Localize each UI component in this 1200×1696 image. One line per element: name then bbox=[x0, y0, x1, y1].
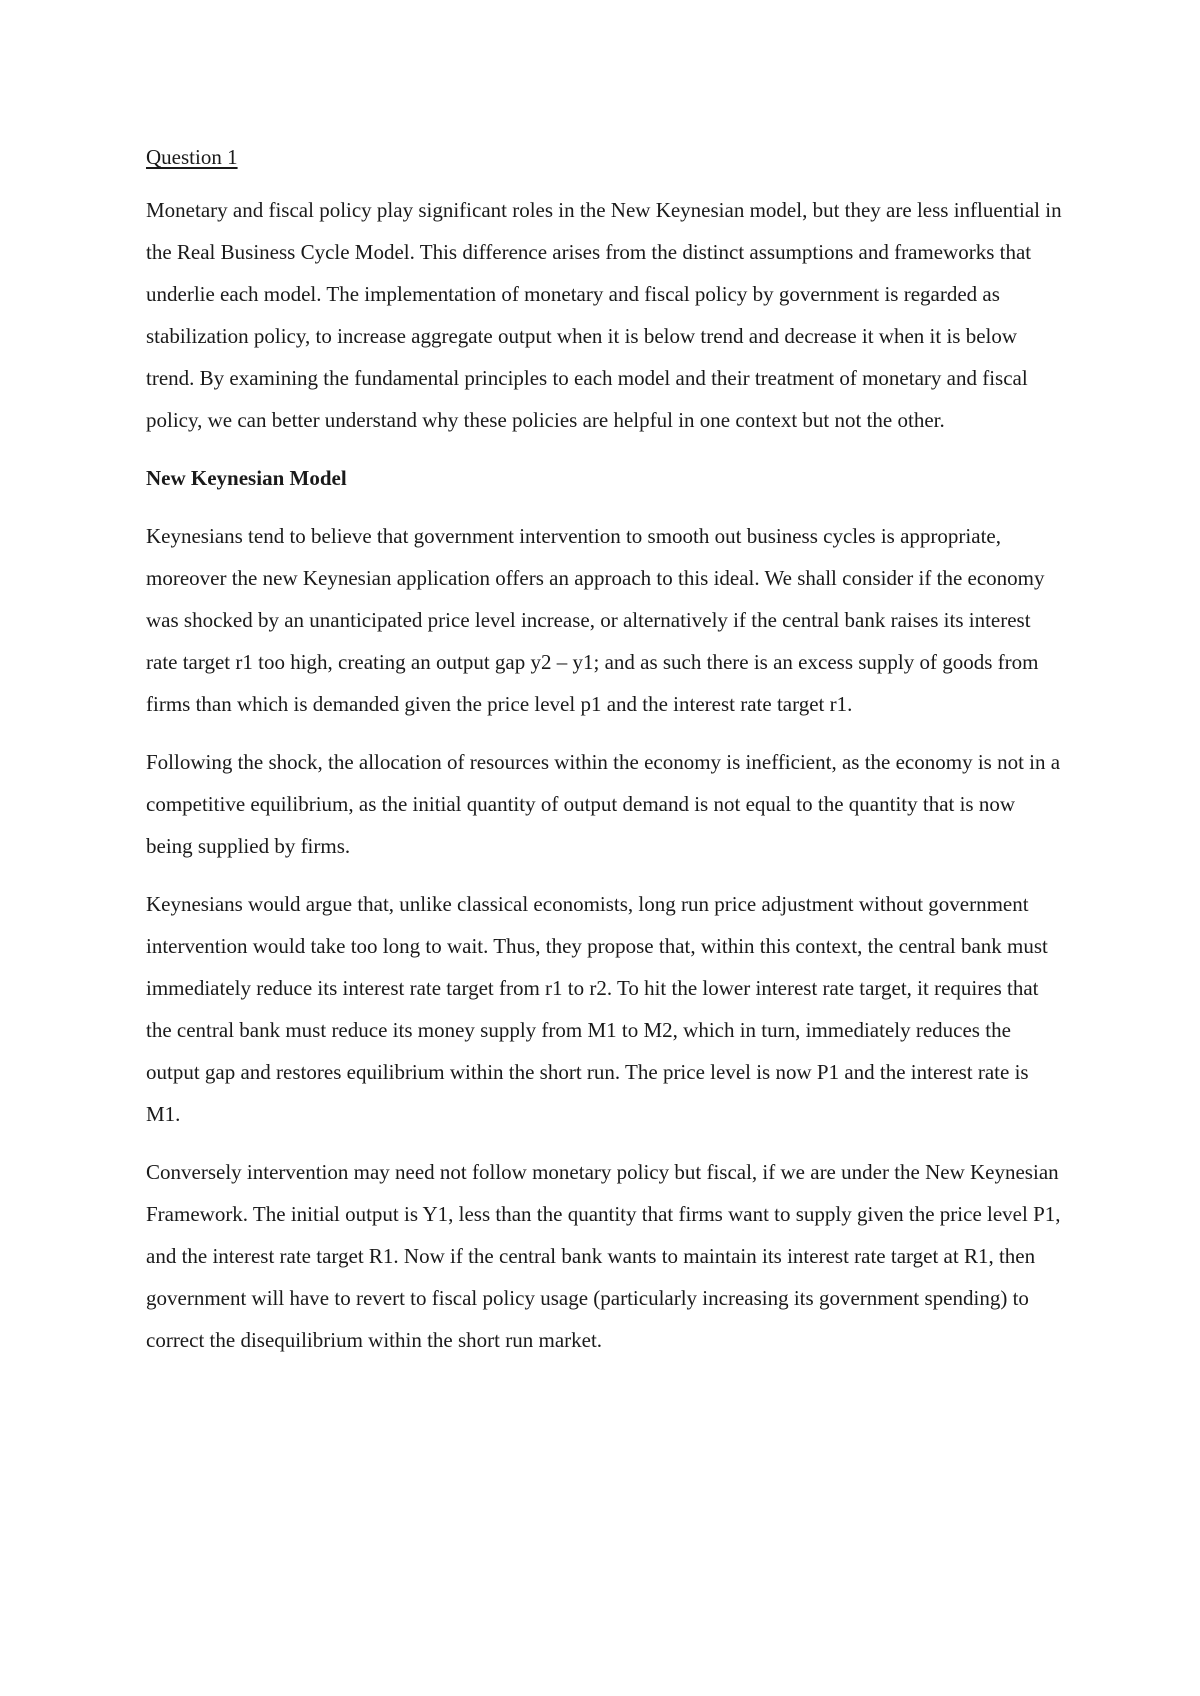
body-paragraph: Keynesians would argue that, unlike classical economists, long run price adjustment without government intervention would take too long to wait. Thus, they propose that, within this context, the central bank must immediately reduce its interest rate target from r1 to r2. To hit the lower interest rate target, it requires that the central bank must reduce its money supply from M1 to M2, which in turn, immediately reduces the output gap and restores equilibrium within the short run. The price level is now P1 and the interest rate is M1. bbox=[146, 892, 1048, 1126]
question-heading: Question 1 bbox=[146, 145, 238, 169]
section-heading: New Keynesian Model bbox=[146, 466, 347, 490]
body-paragraph: Following the shock, the allocation of resources within the economy is inefficient, as the economy is not in a competitive equilibrium, as the initial quantity of output demand is not equal to the quantity that is now being supplied by firms. bbox=[146, 750, 1061, 858]
body-paragraph: Keynesians tend to believe that government intervention to smooth out business cycles is appropriate, moreover the new Keynesian application offers an approach to this ideal. We shall consider if the economy was shocked by an unanticipated price level increase, or alternatively if the central bank raises its interest rate target r1 too high, creating an output gap y2 – y1; and as such there is an excess supply of goods from firms than which is demanded given the price level p1 and the interest rate target r1. bbox=[146, 524, 1045, 716]
document-page bbox=[146, 142, 1066, 1377]
intro-paragraph: Monetary and fiscal policy play significant roles in the New Keynesian model, but they are less influential in the Real Business Cycle Model. This difference arises from the distinct assumptions and frameworks that underlie each model. The implementation of monetary and fiscal policy by government is regarded as stabilization policy, to increase aggregate output when it is below trend and decrease it when it is below trend. By examining the fundamental principles to each model and their treatment of monetary and fiscal policy, we can better understand why these policies are helpful in one context but not the other. bbox=[146, 198, 1062, 432]
body-paragraph: Conversely intervention may need not follow monetary policy but fiscal, if we are under the New Keynesian Framework. The initial output is Y1, less than the quantity that firms want to supply given the price level P1, and the interest rate target R1. Now if the central bank wants to maintain its interest rate target at R1, then government will have to revert to fiscal policy usage (particularly increasing its government spending) to correct the disequilibrium within the short run market. bbox=[146, 1160, 1061, 1352]
